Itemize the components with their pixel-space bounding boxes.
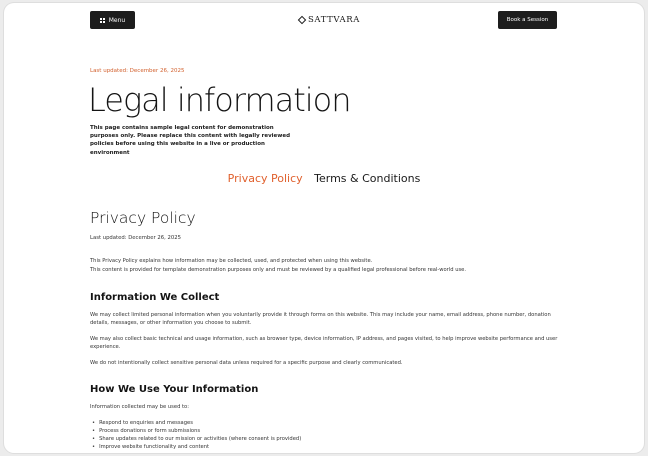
use-heading: How We Use Your Information	[90, 384, 259, 395]
tab-privacy-policy[interactable]: Privacy Policy	[227, 172, 303, 185]
list-item: • Respond to enquiries and messages	[92, 419, 301, 427]
menu-button[interactable]	[90, 11, 135, 29]
menu-button-label: Menu	[108, 16, 126, 24]
policy-last-updated: Last updated: December 26, 2025	[90, 235, 181, 241]
site-header	[4, 3, 644, 37]
list-item: • Process donations or form submissions	[92, 427, 301, 435]
collect-p2: We may also collect basic technical and usage information, such as browser type, device information, IP address, and pages visited, to help improve website performance and user experience.	[90, 336, 558, 350]
policy-heading: Privacy Policy	[90, 209, 196, 227]
list-item: • Improve website functionality and content	[92, 443, 301, 451]
collect-heading: Information We Collect	[90, 292, 220, 303]
collect-p1: We may collect limited personal information when you voluntarily provide it through forms on this website. This may include your name, email address, phone number, donation details, messages, or other information you choose to submit.	[90, 312, 551, 326]
tab-terms-conditions[interactable]: Terms & Conditions	[314, 172, 421, 185]
logo-text: SATTVARA	[308, 15, 361, 25]
page-frame	[4, 3, 644, 453]
page-title: Legal information	[88, 81, 351, 119]
site-logo[interactable]	[299, 14, 360, 26]
hero-last-updated: Last updated: December 26, 2025	[90, 68, 185, 74]
use-list	[92, 419, 301, 451]
legal-tabs	[4, 172, 644, 185]
logo-diamond-icon	[298, 16, 306, 24]
use-lead: Information collected may be used to:	[90, 404, 189, 410]
policy-intro-p1: This Privacy Policy explains how information may be collected, used, and protected when using this website.	[90, 258, 373, 264]
book-session-button[interactable]: Book a Session	[498, 11, 557, 29]
policy-intro-p2: This content is provided for template demonstration purposes only and must be reviewed by a qualified legal professional before real-world use.	[90, 267, 467, 273]
menu-grid-icon	[100, 18, 105, 23]
collect-p3: We do not intentionally collect sensitive personal data unless required for a specific purpose and clearly communicated.	[90, 360, 403, 366]
hero-intro: This page contains sample legal content for demonstration purposes only. Please replace this content with legally reviewed policies before using this website in a live or production environment	[90, 125, 291, 156]
list-item: • Share updates related to our mission or activities (where consent is provided)	[92, 435, 301, 443]
